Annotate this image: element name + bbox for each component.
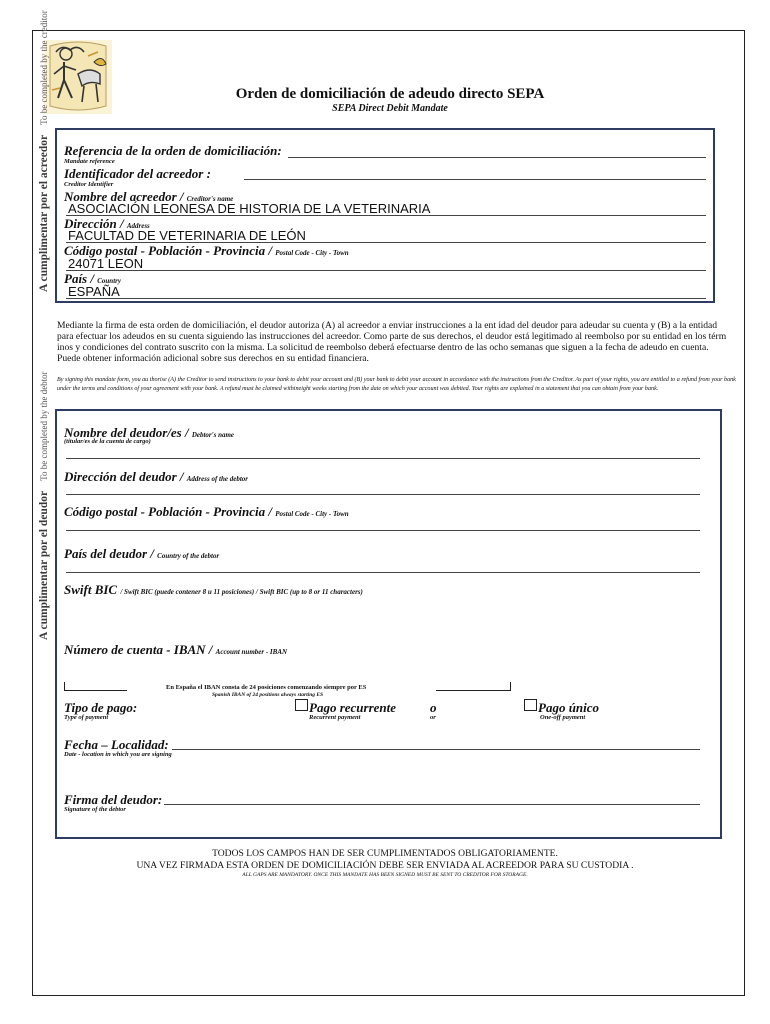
swift-bic-note: / Swift BIC (puede contener 8 u 11 posiciones) / Swift BIC (up to 8 or 11 characters) <box>120 588 363 596</box>
creditor-side-label-en: To be completed by the creditor <box>39 10 49 125</box>
date-location-label-en: Date - location in which you are signing <box>64 751 172 758</box>
iban-label-en: Account number - IBAN <box>215 648 288 656</box>
or-label: o <box>430 700 437 715</box>
footer-mandatory-note: TODOS LOS CAMPOS HAN DE SER CUMPLIMENTADOS OBLIGATORIAMENTE. <box>212 848 558 859</box>
iban-label <box>64 642 287 658</box>
swift-bic-label <box>64 582 363 598</box>
debtor-side-label-es: A cumplimentar por el deudor <box>38 490 50 640</box>
oneoff-payment-label: Pago único <box>538 700 600 715</box>
creditor-side-label <box>34 10 52 292</box>
creditor-identifier-line <box>244 179 706 180</box>
recurrent-payment-label-en: Recurrent payment <box>309 714 361 721</box>
debtor-postal-label <box>64 504 349 520</box>
debtor-country-line[interactable] <box>66 572 700 573</box>
footer-note-en: ALL GAPS ARE MANDATORY. ONCE THIS MANDATE HAS BEEN SIGNED MUST BE SENT TO CREDITOR FOR STORAGE. <box>242 872 528 878</box>
debtor-postal-label-en: Postal Code - City - Town <box>275 510 349 518</box>
creditor-name-value: ASOCIACIÓN LEONESA DE HISTORIA DE LA VETERINARIA <box>68 201 431 216</box>
date-location-line[interactable] <box>172 749 700 750</box>
creditor-country-value: ESPAÑA <box>68 284 120 299</box>
debtor-postal-label-es: Código postal - Población - Provincia / <box>64 504 272 519</box>
debtor-address-line[interactable] <box>66 494 700 495</box>
oneoff-payment-checkbox[interactable] <box>524 699 537 711</box>
signature-label-en: Signature of the debtor <box>64 806 126 813</box>
footer-storage-note: UNA VEZ FIRMADA ESTA ORDEN DE DOMICILIACIÓN DEBE SER ENVIADA AL ACREEDOR PARA SU CUSTODIA . <box>136 860 634 871</box>
mandate-reference-label-es: Referencia de la orden de domiciliación: <box>64 143 282 158</box>
debtor-side-label <box>34 371 52 640</box>
debtor-name-label-en: Debtor's name <box>191 431 235 439</box>
association-logo <box>44 40 112 114</box>
iban-field-bracket-right[interactable] <box>436 682 511 691</box>
debtor-country-label-en: Country of the debtor <box>157 552 220 560</box>
debtor-name-label-es: Nombre del deudor/es / <box>64 425 189 440</box>
creditor-country-line <box>66 298 706 299</box>
creditor-name-label-es: Nombre del acreedor / <box>64 189 184 204</box>
creditor-side-label-es: A cumplimentar por el acreedor <box>38 134 50 292</box>
mandate-text-en: By signing this mandate form, you au thorise (A) the Creditor to send instructions to your bank to debit your account and (B) your bank to debit your account in accordance with the instructions from the Creditor. As part of your rights, you are entitled to a refund from your bank under the terms and conditions of your agreement with your bank. A refund must be claimed withineight weeks starting from the date on which your account was debited. Your rights are explained in a statement that you can obtain from your bank. <box>57 377 736 392</box>
debtor-address-label <box>64 469 248 485</box>
creditor-name-line <box>66 215 706 216</box>
creditor-identifier-label-en: Creditor Identifier <box>64 181 114 188</box>
signature-line[interactable] <box>164 804 700 805</box>
mandate-reference-label <box>64 143 282 159</box>
payment-type-label-en: Type of payment <box>64 714 109 721</box>
iban-field-bracket-left[interactable] <box>64 682 127 691</box>
form-title: Orden de domiciliación de adeudo directo SEPA <box>235 86 545 102</box>
debtor-name-sublabel: (titular/es de la cuenta de cargo) <box>64 438 151 445</box>
iban-label-es: Número de cuenta - IBAN / <box>64 642 213 657</box>
iban-note-en: Spanish IBAN of 24 positions always starting ES <box>212 692 324 698</box>
recurrent-payment-label: Pago recurrente <box>309 700 397 715</box>
debtor-address-label-en: Address of the debtor <box>186 475 249 483</box>
creditor-name-label-en: Creditor's name <box>186 195 234 203</box>
creditor-country-label-en: Country <box>97 277 121 285</box>
creditor-identifier-label-es: Identificador del acreedor : <box>64 166 211 181</box>
creditor-postal-line <box>66 270 706 271</box>
signature-label: Firma del deudor: <box>64 792 163 807</box>
debtor-name-line[interactable] <box>66 458 700 459</box>
recurrent-payment-checkbox[interactable] <box>295 699 308 711</box>
creditor-postal-label-en: Postal Code - City - Town <box>275 249 349 257</box>
creditor-identifier-label <box>64 166 211 182</box>
creditor-address-label-es: Dirección / <box>64 216 124 231</box>
swift-bic-label-es: Swift BIC <box>64 582 118 597</box>
debtor-postal-line[interactable] <box>66 530 700 531</box>
debtor-side-label-en: To be completed by the debtor <box>39 371 49 481</box>
oneoff-payment-label-en: One-off payment <box>540 714 586 721</box>
creditor-postal-label-es: Código postal - Población - Provincia / <box>64 243 272 258</box>
creditor-address-value: FACULTAD DE VETERINARIA DE LEÓN <box>68 228 306 243</box>
debtor-address-label-es: Dirección del deudor / <box>64 469 184 484</box>
mandate-reference-line <box>288 157 706 158</box>
date-location-label: Fecha – Localidad: <box>64 737 169 752</box>
debtor-country-label-es: País del deudor / <box>64 546 154 561</box>
payment-type-label: Tipo de pago: <box>64 700 138 715</box>
mandate-text-es: Mediante la firma de esta orden de domiciliación, el deudor autoriza (A) al acreedor a enviar instrucciones a la ent idad del deudor para adeudar su cuenta y (B) a la entidad para efectuar los adeudos en su cuenta siguiendo las instrucciones del acreedor. Como parte de sus derechos, el deudor está legitimado al reembolso por su entidad en los térm inos y condiciones del contrato suscrito con la misma. La solicitud de reembolso deberá efectuarse dentro de las ocho semanas que siguen a la fecha de adeudo en cuenta. Puede obtener información adicional sobre sus derechos en su entidad financiera. <box>57 320 727 364</box>
debtor-country-label <box>64 546 219 562</box>
mandate-reference-label-en: Mandate reference <box>64 158 115 165</box>
creditor-country-label-es: País / <box>64 271 94 286</box>
or-label-en: or <box>430 714 436 721</box>
creditor-postal-value: 24071 LEON <box>68 256 144 271</box>
iban-note: En España el IBAN consta de 24 posiciones comenzando siempre por ES <box>166 684 367 691</box>
creditor-address-label-en: Address <box>126 222 150 230</box>
form-subtitle: SEPA Direct Debit Mandate <box>332 103 448 114</box>
